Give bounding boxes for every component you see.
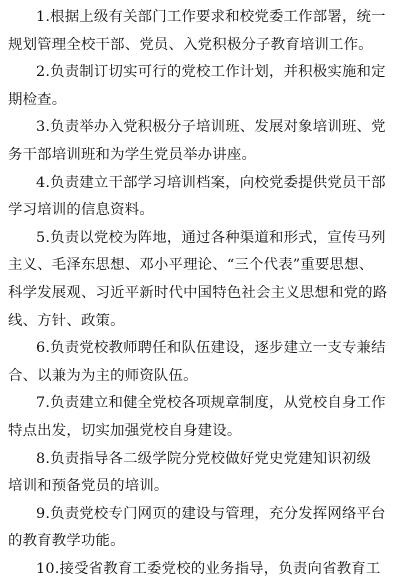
duty-6-line-1: 6.负责党校教师聘任和队伍建设，逐步建立一支专兼结 bbox=[36, 340, 386, 357]
duty-4-line-1: 4.负责建立干部学习培训档案，向校党委提供党员干部 bbox=[36, 174, 386, 191]
duty-8-line-1: 8.负责指导各二级学院分党校做好党史党建知识初级 bbox=[36, 450, 372, 467]
duty-2-line-2: 期检查。 bbox=[8, 91, 67, 108]
duty-5-line-1: 5.负责以党校为阵地，通过各种渠道和形式，宣传马列 bbox=[36, 229, 386, 246]
duty-9-line-1: 9.负责党校专门网页的建设与管理，充分发挥网络平台 bbox=[36, 505, 386, 522]
duty-5-line-3: 科学发展观、习近平新时代中国特色社会主义思想和党的路 bbox=[8, 285, 388, 301]
duty-7-line-2: 特点出发，切实加强党校自身建设。 bbox=[8, 423, 242, 439]
duty-1-line-1: 1.根据上级有关部门工作要求和校党委工作部署，统一 bbox=[36, 9, 386, 25]
duty-5-line-2: 主义、毛泽东思想、邓小平理论、“三个代表”重要思想、 bbox=[8, 257, 374, 274]
duty-4-line-2: 学习培训的信息资料。 bbox=[8, 202, 154, 219]
duty-7-line-1: 7.负责建立和健全党校各项规章制度，从党校自身工作 bbox=[36, 395, 386, 412]
duty-9-line-2: 的教育教学功能。 bbox=[8, 533, 125, 550]
duty-5-line-4: 线、方针、政策。 bbox=[8, 312, 125, 329]
duty-3-line-2: 务干部培训班和为学生党员举办讲座。 bbox=[8, 147, 257, 163]
duty-2-line-1: 2.负责制订切实可行的党校工作计划，并积极实施和定 bbox=[36, 64, 386, 81]
duty-10-line-1: 10.接受省教育工委党校的业务指导，负责向省教育工 bbox=[36, 561, 381, 577]
duty-8-line-2: 培训和预备党员的培训。 bbox=[8, 478, 169, 495]
duty-3-line-1: 3.负责举办入党积极分子培训班、发展对象培训班、党 bbox=[36, 119, 386, 136]
duty-1-line-2: 规划管理全校干部、党员、入党积极分子教育培训工作。 bbox=[8, 36, 373, 53]
duty-6-line-2: 合、以兼为为主的师资队伍。 bbox=[8, 367, 198, 384]
